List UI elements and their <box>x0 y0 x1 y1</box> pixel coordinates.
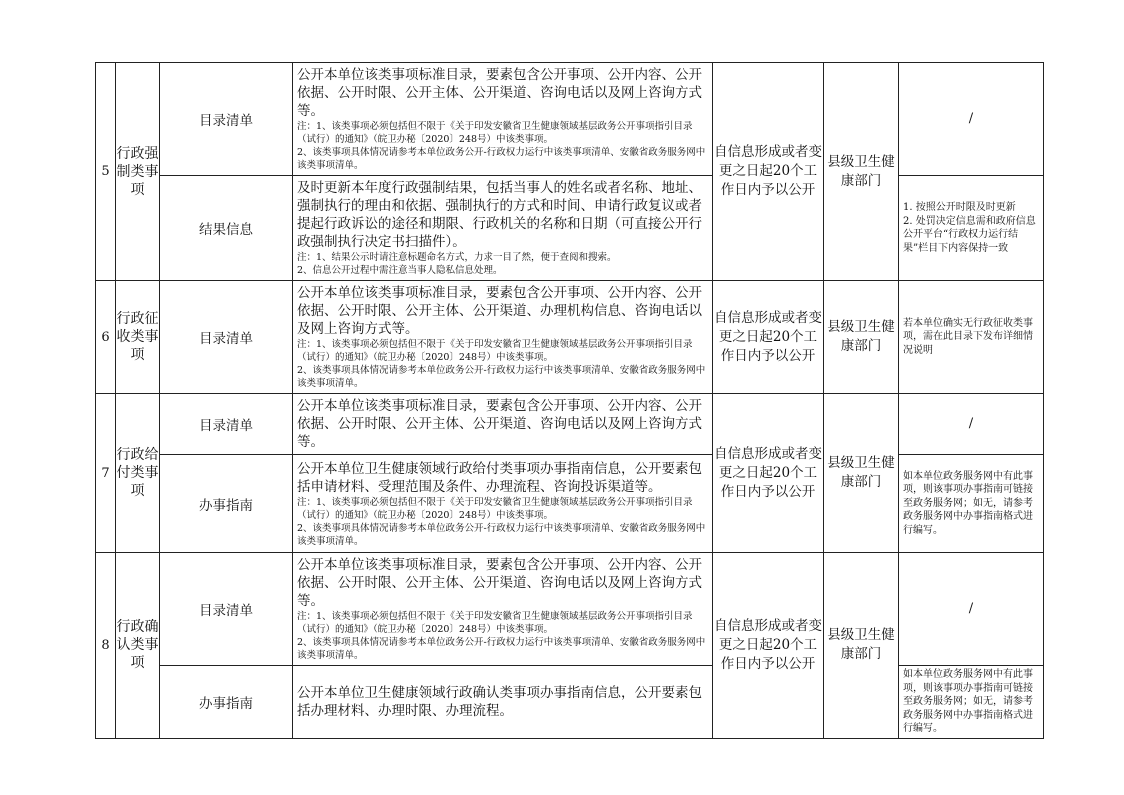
row-number: 8 <box>96 553 116 739</box>
content-cell <box>293 63 713 176</box>
content-note: 注：1、该类事项必须包括但不限于《关于印发安徽省卫生健康领域基层政务公开事项指引目录（试行）的通知》（皖卫办秘〔2020〕248号）中该类事项。 <box>297 496 693 521</box>
content-note: 注：1、该类事项必须包括但不限于《关于印发安徽省卫生健康领域基层政务公开事项指引目录（试行）的通知》（皖卫办秘〔2020〕248号）中该类事项。 <box>297 339 693 363</box>
table-row <box>96 176 1044 281</box>
content-cell <box>293 553 713 666</box>
subitem-cell: 目录清单 <box>160 281 293 394</box>
remark-cell: 如本单位政务服务网中有此事项，则该事项办事指南可链接至政务服务网；如无，请参考政务服务网中办事指南格式进行编写。 <box>899 455 1044 553</box>
row-number: 6 <box>96 281 116 394</box>
table-row <box>96 455 1044 553</box>
content-note: 2、该类事项具体情况请参考本单位政务公开-行政权力运行中该类事项清单、安徽省政务服务网中该类事项清单。 <box>297 147 706 171</box>
table-row <box>96 63 1044 176</box>
department-cell: 县级卫生健康部门 <box>824 63 899 281</box>
content-main: 公开本单位该类事项标准目录，要素包含公开事项、公开内容、公开依据、公开时限、公开主体、公开渠道、咨询电话以及网上咨询方式等。 <box>297 557 702 609</box>
table-row <box>96 553 1044 666</box>
content-note: 2、该类事项具体情况请参考本单位政务公开-行政权力运行中该类事项清单、安徽省政务服务网中该类事项清单。 <box>297 637 706 661</box>
category-cell: 行政强制类事项 <box>116 63 160 281</box>
table-row <box>96 394 1044 455</box>
content-main: 公开本单位卫生健康领域行政确认类事项办事指南信息，公开要素包括办理材料、办理时限、办理流程。 <box>297 684 702 719</box>
department-cell: 县级卫生健康部门 <box>824 553 899 739</box>
subitem-cell: 办事指南 <box>160 455 293 553</box>
row-number: 7 <box>96 394 116 553</box>
department-cell: 县级卫生健康部门 <box>824 281 899 394</box>
content-main: 公开本单位该类事项标准目录，要素包含公开事项、公开内容、公开依据、公开时限、公开主体、公开渠道、咨询电话以及网上咨询方式等。 <box>297 67 702 119</box>
time-limit-cell: 自信息形成或者变更之日起20个工作日内予以公开 <box>713 553 824 739</box>
time-limit-cell: 自信息形成或者变更之日起20个工作日内予以公开 <box>713 63 824 281</box>
table-row <box>96 666 1044 739</box>
remark-cell: 若本单位确实无行政征收类事项，需在此目录下发布详细情况说明 <box>899 281 1044 394</box>
content-cell <box>293 394 713 455</box>
subitem-cell: 目录清单 <box>160 553 293 666</box>
subitem-cell: 结果信息 <box>160 176 293 281</box>
content-note: 2、该类事项具体情况请参考本单位政务公开-行政权力运行中该类事项清单、安徽省政务服务网中该类事项清单。 <box>297 522 706 547</box>
remark-cell: / <box>899 553 1044 666</box>
time-limit-cell: 自信息形成或者变更之日起20个工作日内予以公开 <box>713 281 824 394</box>
content-note: 注：1、该类事项必须包括但不限于《关于印发安徽省卫生健康领域基层政务公开事项指引目录（试行）的通知》（皖卫办秘〔2020〕248号）中该类事项。 <box>297 121 693 145</box>
subitem-cell: 目录清单 <box>160 63 293 176</box>
content-cell <box>293 176 713 281</box>
content-cell <box>293 455 713 553</box>
content-cell <box>293 281 713 394</box>
content-note: 2、信息公开过程中需注意当事人隐私信息处理。 <box>297 265 503 276</box>
category-cell: 行政征收类事项 <box>116 281 160 394</box>
content-cell <box>293 666 713 739</box>
category-cell: 行政给付类事项 <box>116 394 160 553</box>
department-cell: 县级卫生健康部门 <box>824 394 899 553</box>
content-note: 2、该类事项具体情况请参考本单位政务公开-行政权力运行中该类事项清单、安徽省政务服务网中该类事项清单。 <box>297 365 706 389</box>
category-cell: 行政确认类事项 <box>116 553 160 739</box>
time-limit-cell: 自信息形成或者变更之日起20个工作日内予以公开 <box>713 394 824 553</box>
remark-cell: 1. 按照公开时限及时更新 2. 处罚决定信息需和政府信息公开平台“行政权力运行结果”栏目下内容保持一致 <box>899 176 1044 281</box>
remark-cell: / <box>899 394 1044 455</box>
remark-cell: / <box>899 63 1044 176</box>
content-main: 公开本单位卫生健康领域行政给付类事项办事指南信息，公开要素包括申请材料、受理范围及条件、办理流程、咨询投诉渠道等。 <box>297 460 702 495</box>
content-note: 注：1、该类事项必须包括但不限于《关于印发安徽省卫生健康领域基层政务公开事项指引目录（试行）的通知》（皖卫办秘〔2020〕248号）中该类事项。 <box>297 611 693 635</box>
content-main: 公开本单位该类事项标准目录，要素包含公开事项、公开内容、公开依据、公开时限、公开主体、公开渠道、办理机构信息、咨询电话以及网上咨询方式等。 <box>297 285 702 337</box>
subitem-cell: 办事指南 <box>160 666 293 739</box>
table-row <box>96 281 1044 394</box>
content-note: 注：1、结果公示时请注意标题命名方式，力求一目了然，便于查阅和搜索。 <box>297 252 617 263</box>
row-number: 5 <box>96 63 116 281</box>
subitem-cell: 目录清单 <box>160 394 293 455</box>
content-main: 公开本单位该类事项标准目录，要素包含公开事项、公开内容、公开依据、公开时限、公开主体、公开渠道、咨询电话以及网上咨询方式等。 <box>297 398 702 450</box>
disclosure-table <box>95 62 1044 739</box>
content-main: 及时更新本年度行政强制结果，包括当事人的姓名或者名称、地址、强制执行的理由和依据、强制执行的方式和时间、申请行政复议或者提起行政诉讼的途径和期限、行政机关的名称和日期（可直接公开行政强制执行决定书扫描件）。 <box>297 180 702 250</box>
remark-cell: 如本单位政务服务网中有此事项，则该事项办事指南可链接至政务服务网；如无，请参考政务服务网中办事指南格式进行编写。 <box>899 666 1044 739</box>
